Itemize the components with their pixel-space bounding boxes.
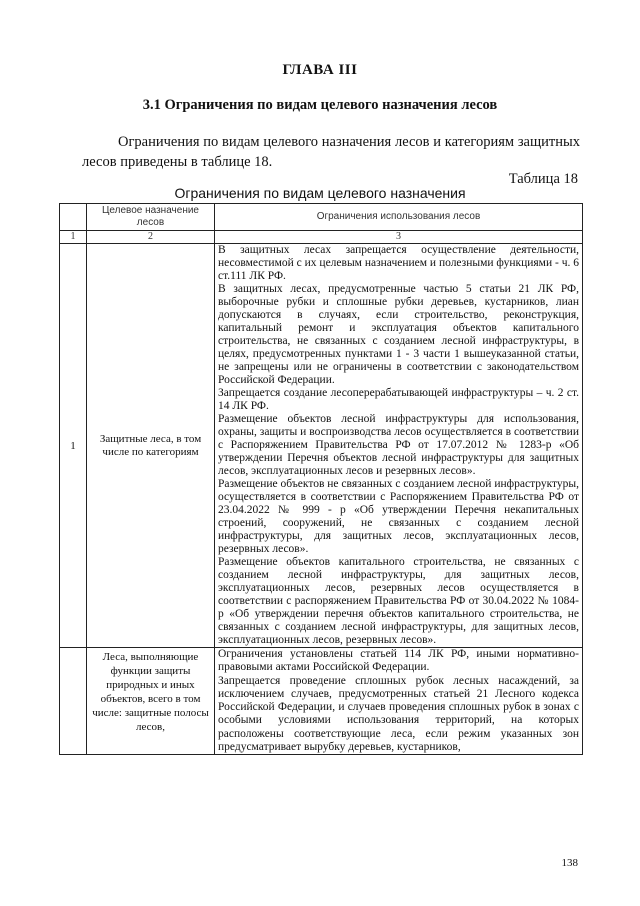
forest-category: Леса, выполняющие функции защиты природных и иных объектов, всего в том числе: защитные полосы лесов,: [87, 648, 215, 755]
chapter-title: ГЛАВА III: [282, 62, 358, 78]
forest-category: Защитные леса, в том числе по категориям: [87, 244, 215, 648]
column-number: 2: [87, 231, 215, 244]
restrictions-cell: [215, 244, 583, 648]
restriction-paragraph: В защитных лесах запрещается осуществление деятельности, несовместимой с их целевым назначением и полезными функциями - ч. 6 ст.111 ЛК РФ.: [218, 244, 579, 282]
table-title: Ограничения по видам целевого назначения: [174, 185, 466, 201]
restriction-paragraph: Размещение объектов лесной инфраструктуры для использования, охраны, защиты и воспроизводства лесов осуществляется в соответствии с Распоряжением Правительства РФ от 17.07.2012 № 1283-р «Об утверждении Перечня объектов лесной инфраструктуры для защитных лесов, эксплуатационных лесов и резервных лесов».: [218, 413, 579, 477]
intro-paragraph: Ограничения по видам целевого назначения лесов и категориям защитных лесов приведены в таблице 18.: [82, 134, 580, 170]
row-number: 1: [60, 244, 87, 648]
section-title: 3.1 Ограничения по видам целевого назначения лесов: [142, 97, 498, 113]
restriction-paragraph: Размещение объектов не связанных с созданием лесной инфраструктуры, осуществляется в соответствии с Распоряжением Правительства РФ от 23.04.2022 № 999 - р «Об утверждении Перечня некапитальных строений, сооружений, не связанных с созданием лесной инфраструктуры, для защитных лесов, эксплуатационных лесов, резервных лесов».: [218, 478, 579, 555]
header-cell-restrictions: Ограничения использования лесов: [215, 204, 583, 231]
table-row: [60, 244, 583, 648]
restrictions-cell: [215, 648, 583, 755]
restriction-paragraph: Запрещается создание лесоперерабатывающей инфраструктуры – ч. 2 ст. 14 ЛК РФ.: [218, 387, 579, 412]
restriction-paragraph: Запрещается проведение сплошных рубок лесных насаждений, за исключением случаев, предусмотренных статьей 21 Лесного кодекса Российской Федерации, и случаев проведения сплошных рубок в зонах с особыми условиями использования территорий, на которых расположены соответствующие леса, если режим указанных зон предусматривает вырубку деревьев, кустарников,: [218, 674, 579, 754]
column-number-row: [60, 231, 583, 244]
restriction-paragraph: Ограничения установлены статьей 114 ЛК РФ, иными нормативно-правовыми актами Российской Федерации.: [218, 648, 579, 674]
restriction-paragraph: Размещение объектов капитального строительства, не связанных с созданием лесной инфраструктуры, для защитных лесов, эксплуатационных лесов, резервных лесов осуществляется в соответствии с распоряжением Правительства РФ от 30.04.2022 № 1084-р «Об утверждении перечня объектов капитального строительства, не связанных с созданием лесной инфраструктуры, для защитных лесов, эксплуатационных лесов, резервных лесов».: [218, 556, 579, 646]
row-number: [60, 648, 87, 755]
header-cell-index: [60, 204, 87, 231]
column-number: 3: [215, 231, 583, 244]
column-number: 1: [60, 231, 87, 244]
restriction-paragraph: В защитных лесах, предусмотренные частью 5 статьи 21 ЛК РФ, выборочные рубки и сплошные рубки деревьев, кустарников, лиан допускаются в случаях, если строительство, реконструкция, капитальный ремонт и эксплуатация объектов капитального строительства, не связанных с созданием лесной инфраструктуры, в целях, предусмотренных пунктами 1 - 3 части 1 вышеуказанной статьи, не запрещены или не ограничены в соответствии с законодательством Российской Федерации.: [218, 283, 579, 386]
restrictions-table: [59, 203, 583, 755]
table-header-row: [60, 204, 583, 231]
table-row: [60, 648, 583, 755]
page-number: 138: [561, 857, 578, 869]
table-number: Таблица 18: [508, 171, 578, 187]
header-cell-purpose: Целевое назначение лесов: [87, 204, 215, 231]
